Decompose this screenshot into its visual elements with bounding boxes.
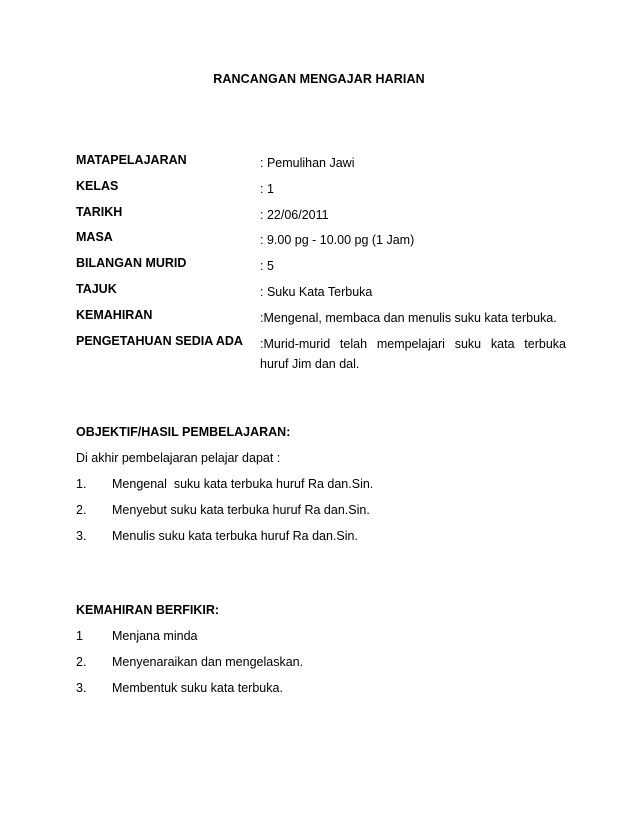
info-value: :Murid-murid telah mempelajari suku kata terbuka huruf Jim dan dal.: [260, 337, 566, 371]
list-text: Menulis suku kata terbuka huruf Ra dan.Sin.: [112, 529, 358, 543]
info-label: MATAPELAJARAN: [76, 153, 187, 167]
info-value: : 9.00 pg - 10.00 pg (1 Jam): [260, 233, 415, 247]
info-label: TAJUK: [76, 282, 117, 296]
list-text: Menyebut suku kata terbuka huruf Ra dan.Sin.: [112, 503, 370, 517]
list-text: Mengenal suku kata terbuka huruf Ra dan.Sin.: [112, 477, 374, 491]
list-number: 2.: [76, 655, 87, 669]
list-text: Menyenaraikan dan mengelaskan.: [112, 655, 304, 669]
kemahiran-berfikir-heading: KEMAHIRAN BERFIKIR:: [76, 603, 220, 617]
document-title: RANCANGAN MENGAJAR HARIAN: [213, 72, 425, 86]
info-label: BILANGAN MURID: [76, 256, 187, 270]
objektif-intro: Di akhir pembelajaran pelajar dapat :: [76, 451, 281, 465]
info-value: : 22/06/2011: [260, 208, 329, 222]
info-label: PENGETAHUAN SEDIA ADA: [76, 334, 243, 348]
objektif-heading: OBJEKTIF/HASIL PEMBELAJARAN:: [76, 425, 291, 439]
list-number: 3.: [76, 681, 87, 695]
list-number: 2.: [76, 503, 87, 517]
list-number: 3.: [76, 529, 87, 543]
info-label: MASA: [76, 230, 113, 244]
info-value: :Mengenal, membaca dan menulis suku kata terbuka.: [260, 311, 557, 325]
list-text: Membentuk suku kata terbuka.: [112, 681, 283, 695]
info-value: : 1: [260, 182, 274, 196]
info-value: : Pemulihan Jawi: [260, 156, 355, 170]
list-number: 1.: [76, 477, 87, 491]
info-label: TARIKH: [76, 205, 123, 219]
list-text: Menjana minda: [112, 629, 198, 643]
info-label: KELAS: [76, 179, 119, 193]
info-value: : 5: [260, 259, 274, 273]
list-number: 1: [76, 629, 83, 643]
info-value: : Suku Kata Terbuka: [260, 285, 373, 299]
info-label: KEMAHIRAN: [76, 308, 153, 322]
